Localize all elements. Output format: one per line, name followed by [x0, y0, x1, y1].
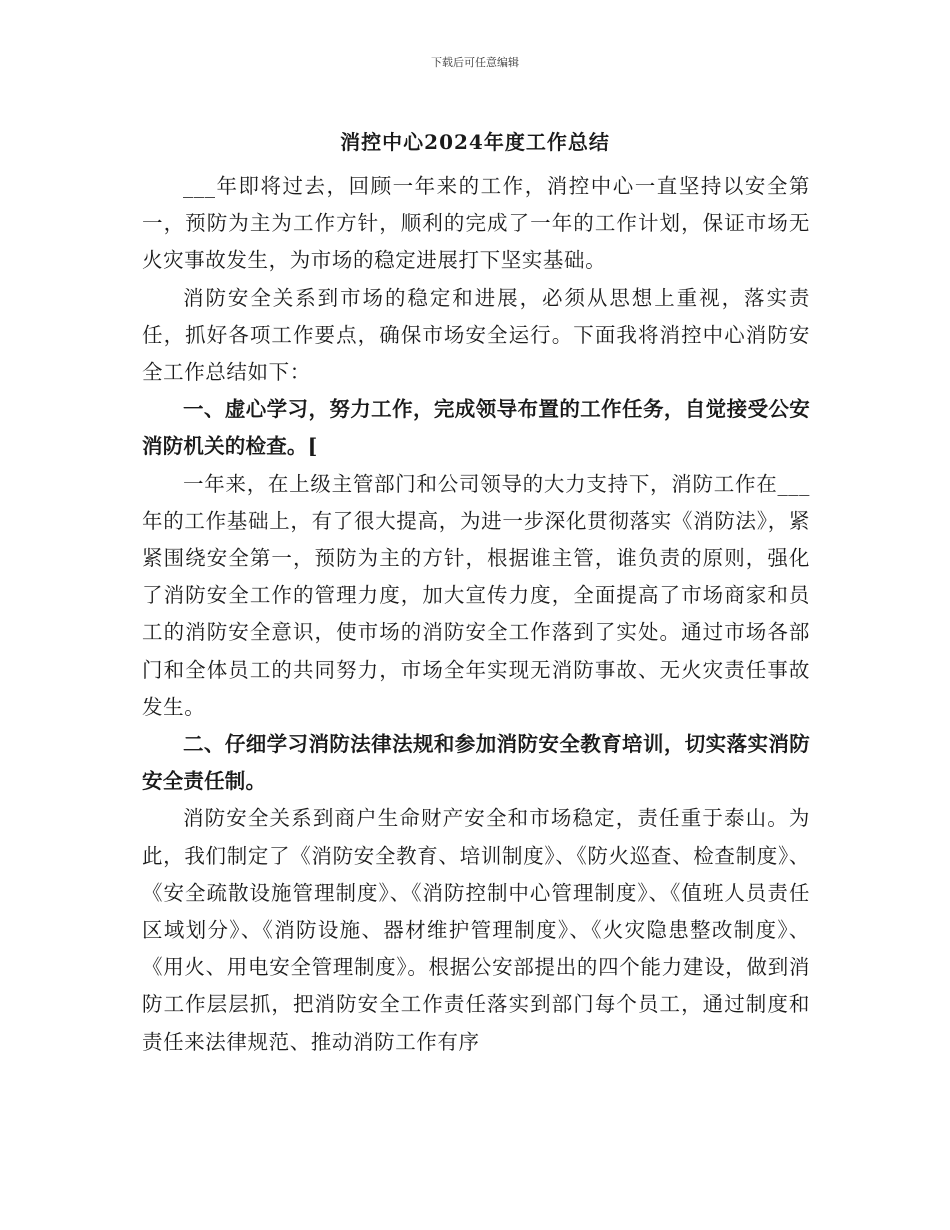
page-header: 下载后可任意编辑 — [431, 56, 519, 69]
paragraph-section-2: 消防安全关系到商户生命财产安全和市场稳定，责任重于泰山。为此，我们制定了《消防安全教育、培训制度》、《防火巡查、检查制度》、《安全疏散设施管理制度》、《消防控制中心管理制度》、《值班人员责任区域划分》、《消防设施、器材维护管理制度》、《火灾隐患整改制度》、《用火、用电安全管理制度》。根据公安部提出的四个能力建设，做到消防工作层层抓，把消防安全工作责任落实到部门每个员工，通过制度和责任来法律规范、推动消防工作有序 — [142, 806, 810, 1054]
document-body — [142, 168, 810, 1061]
paragraph-intro: ___年即将过去，回顾一年来的工作，消控中心一直坚持以安全第一，预防为主为工作方针，顺利的完成了一年的工作计划，保证市场无火灾事故发生，为市场的稳定进展打下坚实基础。 — [142, 174, 810, 273]
paragraph-section-1: 一年来，在上级主管部门和公司领导的大力支持下，消防工作在___年的工作基础上，有了很大提高，为进一步深化贯彻落实《消防法》，紧紧围绕安全第一，预防为主的方针，根据谁主管，谁负责的原则，强化了消防安全工作的管理力度，加大宣传力度，全面提高了市场商家和员工的消防安全意识，使市场的消防安全工作落到了实处。通过市场各部门和全体员工的共同努力，市场全年实现无消防事故、无火灾责任事故发生。 — [142, 471, 810, 719]
section-heading-2: 二、仔细学习消防法律法规和参加消防安全教育培训，切实落实消防安全责任制。 — [142, 732, 810, 794]
paragraph-overview: 消防安全关系到市场的稳定和进展，必须从思想上重视，落实责任，抓好各项工作要点，确保市场安全运行。下面我将消控中心消防安全工作总结如下： — [142, 285, 810, 385]
section-heading-1: 一、虚心学习，努力工作，完成领导布置的工作任务，自觉接受公安消防机关的检查。[ — [142, 397, 810, 459]
document-title: 消控中心2024年度工作总结 — [340, 130, 610, 154]
